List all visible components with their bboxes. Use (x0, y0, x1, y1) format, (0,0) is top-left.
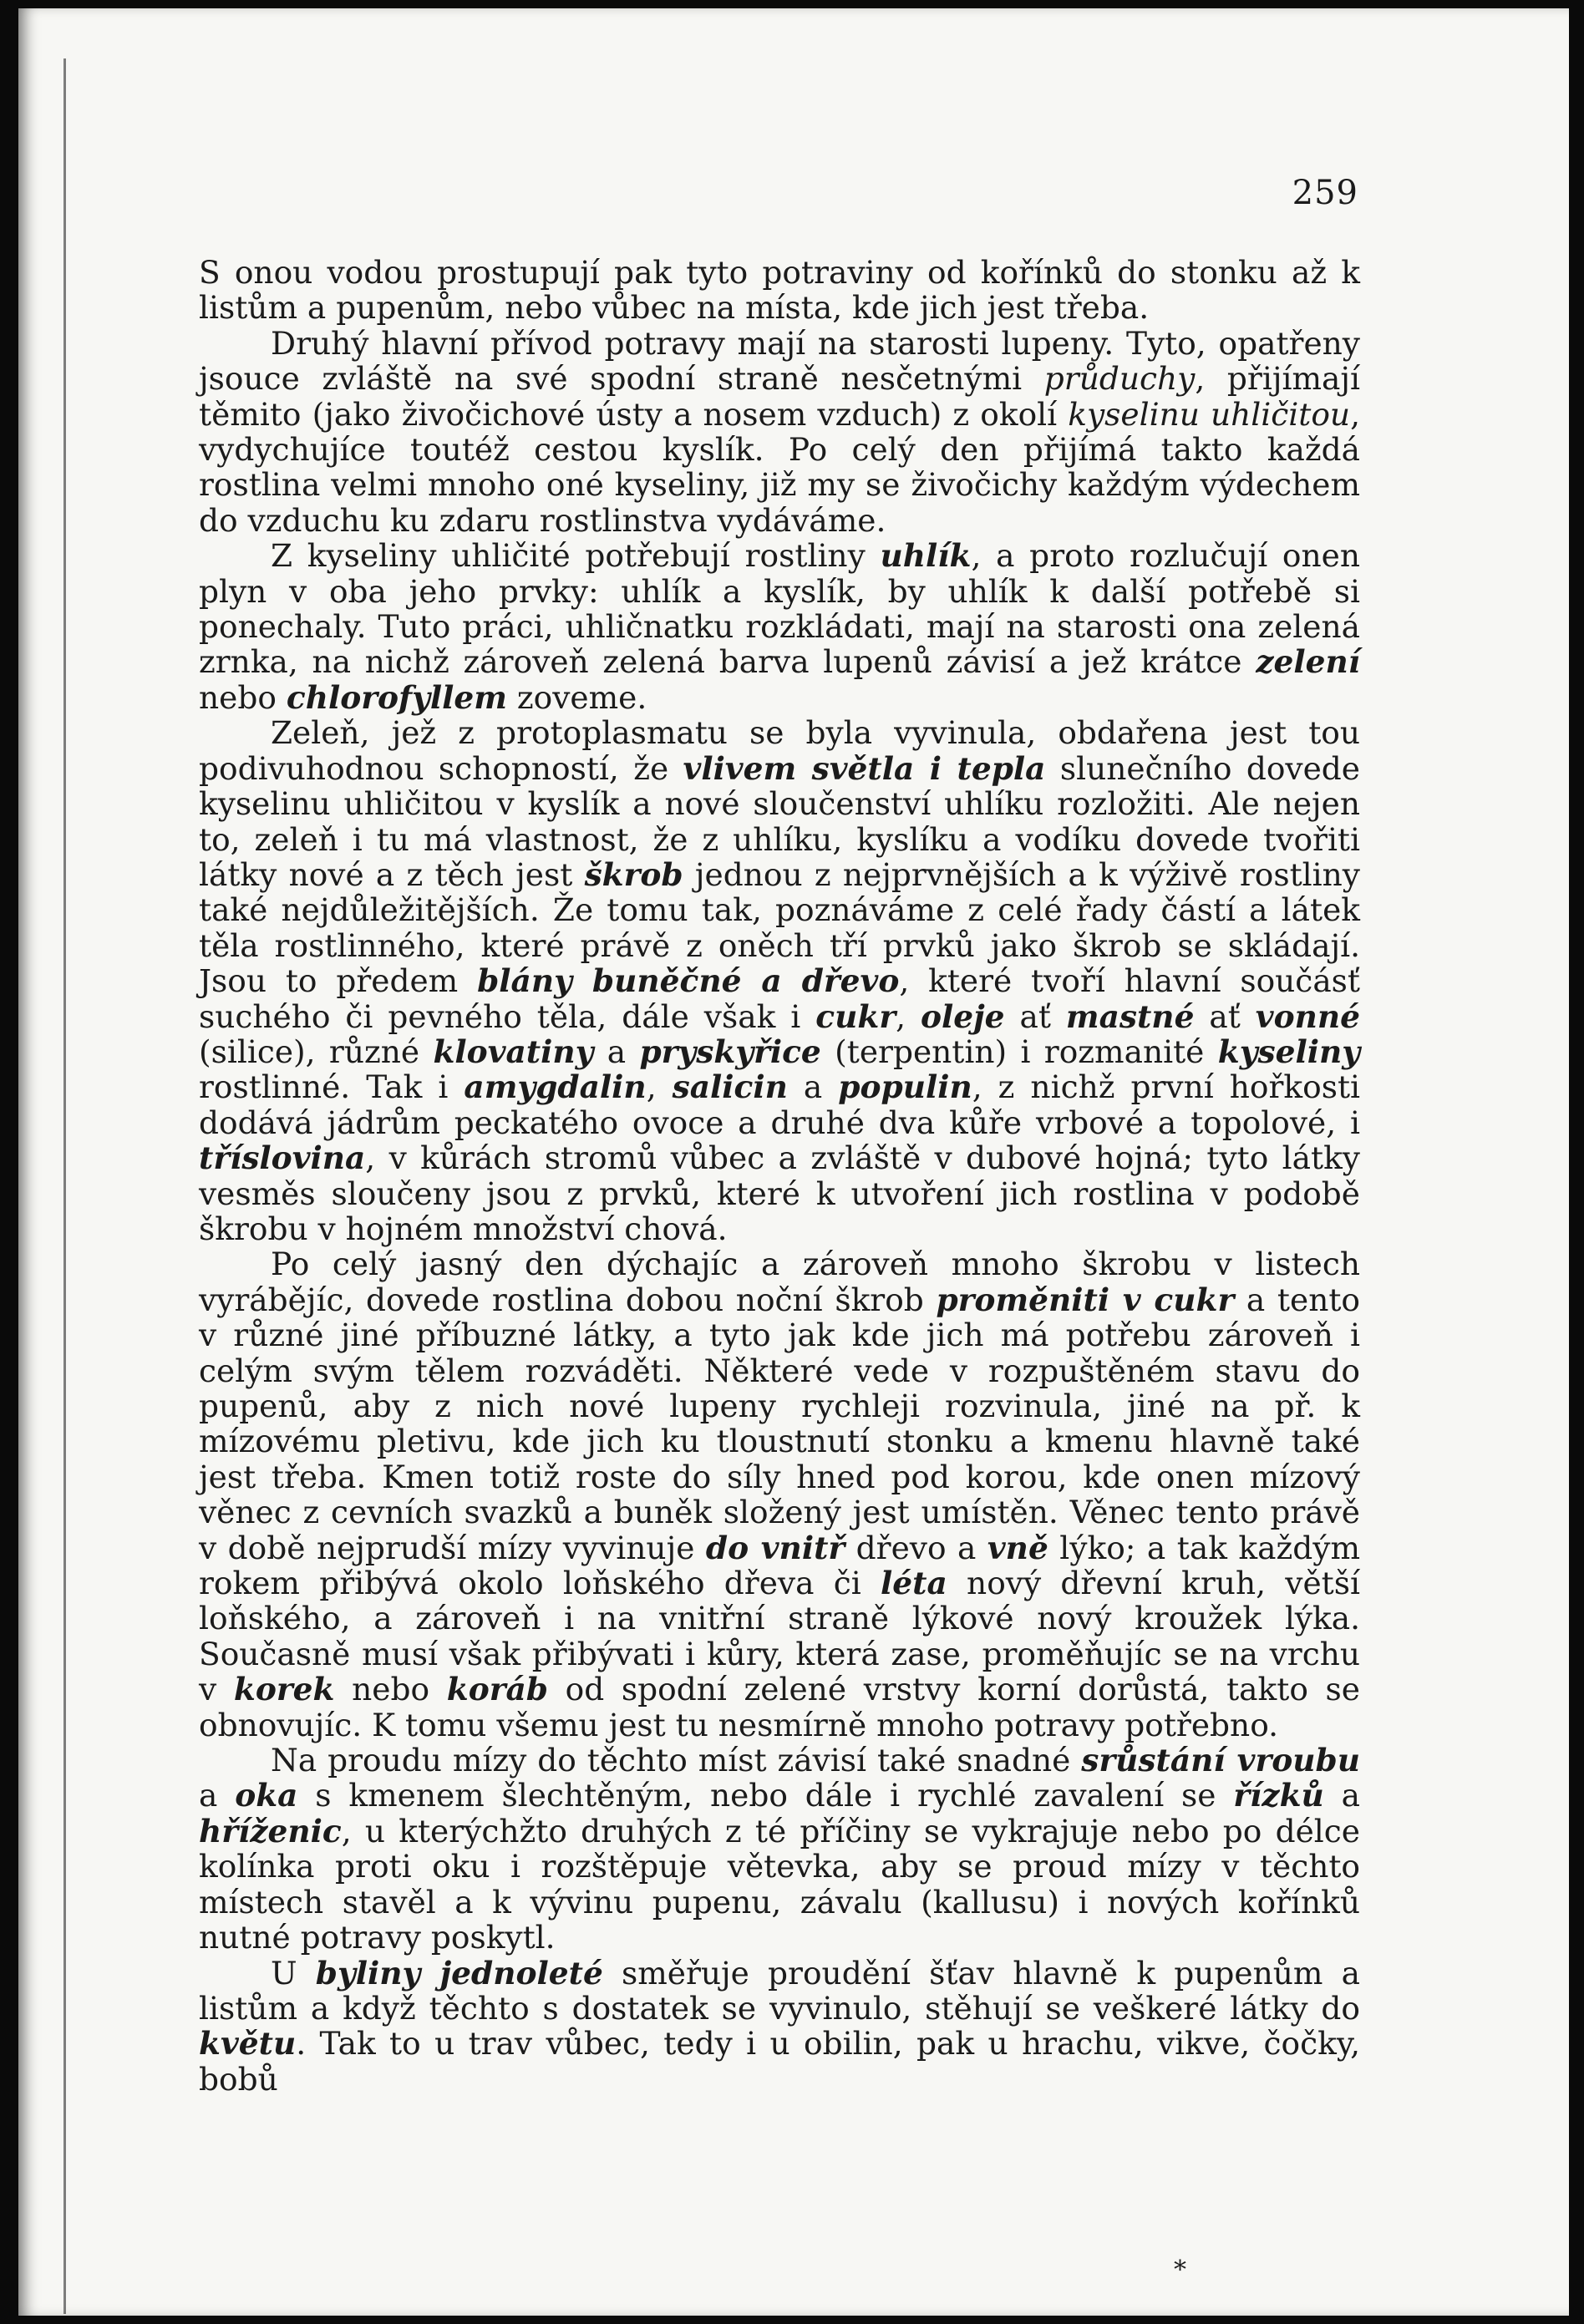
paragraph: S onou vodou prostupují pak tyto potraviny od kořínků do stonku až k listům a pupenům, nebo vůbec na místa, kde jich jest třeba. (199, 254, 1360, 327)
paragraph: Z kyseliny uhličité potřebují rostliny uhlík, a proto rozlučují onen plyn v oba jeho prvky: uhlík a kyslík, by uhlík k další potřebě si ponechaly. Tuto práci, uhličnatku rozkládati, mají na starosti ona zelená zrnka, na nichž zároveň zelená barva lupenů závisí a jež krátce zelení nebo chlorofyllem zoveme. (199, 537, 1360, 716)
paragraph: Na proudu mízy do těchto míst závisí také snadné srůstání vroubu a oka s kmenem šlechtěným, nebo dále i rychlé zavalení se řízků a hříženic, u kterýchžto druhých z té příčiny se vykrajuje nebo po délce kolínka proti oku i rozštěpuje větevka, aby se proud mízy v těchto místech stavěl a k vývinu pupenu, závalu (kallusu) i nových kořínků nutné potravy poskytl. (199, 1742, 1361, 1956)
page-gutter-shadow (63, 58, 66, 2314)
paragraph: Druhý hlavní přívod potravy mají na starosti lupeny. Tyto, opatřeny jsouce zvláště na své spodní straně nesčetnými průduchy, přijímají těmito (jako živočichové ústy a nosem vzduch) z okolí kyselinu uhličitou, vydychujíce toutéž cestou kyslík. Po celý den přijímá takto každá rostlina velmi mnoho oné kyseliny, již my se živočichy každým výdechem do vzduchu ku zdaru rostlinstva vydáváme. (199, 324, 1361, 539)
footer-asterisk: * (1174, 2255, 1186, 2285)
paragraph: Po celý jasný den dýchajíc a zároveň mnoho škrobu v listech vyrábějíc, dovede rostlina dobou noční škrob proměniti v cukr a tento v různé jiné příbuzné látky, a tyto jak kde jich má potřebu zároveň i celým svým tělem rozváděti. Některé vede v rozpuštěném stavu do pupenů, aby z nich nové lupeny rychleji rozvinula, jiné na př. k mízovému pletivu, kde jich ku tloustnutí stonku a kmenu hlavně také jest třeba. Kmen totiž roste do síly hned pod korou, kde onen mízový věnec z cevních svazků a buněk složený jest umístěn. Věnec tento právě v době nejprudší mízy vyvinuje do vnitř dřevo a vně lýko; a tak každým rokem přibývá okolo loňského dřeva či léta nový dřevní kruh, větší loňského, a zároveň i na vnitřní straně lýkové nový kroužek lýka. Současně musí však přibývati i kůry, která zase, proměňujíc se na vrchu v korek nebo koráb od spodní zelené vrstvy korní dorůstá, takto se obnovujíc. K tomu všemu jest tu nesmírně mnoho potravy potřebno. (199, 1246, 1360, 1743)
page-number: 259 (1292, 174, 1358, 212)
paragraph: Zeleň, jež z protoplasmatu se byla vyvinula, obdařena jest tou podivuhodnou schopností, že vlivem světla i tepla slunečního dovede kyselinu uhličitou v kyslík a nové sloučenství uhlíku rozložiti. Ale nejen to, zeleň i tu má vlastnost, že z uhlíku, kyslíku a vodíku dovede tvořiti látky nové a z těch jest škrob jednou z nejprvnějších a k výživě rostliny také nejdůležitějších. Že tomu tak, poznáváme z celé řady částí a látek těla rostlinného, které právě z oněch tří prvků jako škrob se skládají. Jsou to předem blány buněčné a dřevo, které tvoří hlavní součásť suchého či pevného těla, dále však i cukr, oleje ať mastné ať vonné (silice), různé klovatiny a pryskyřice (terpentin) i rozmanité kyseliny rostlinné. Tak i amygdalin, salicin a populin, z nichž první hořkosti dodává jádrům peckatého ovoce a druhé dva kůře vrbové a topolové, i tříslovina, v kůrách stromů vůbec a zvláště v dubové hojná; tyto látky vesměs sloučeny jsou z prvků, které k utvoření jich rostlina v podobě škrobu v hojném množství chová. (199, 714, 1361, 1247)
page-text (199, 255, 1360, 2097)
paragraph: U byliny jednoleté směřuje proudění šťav hlavně k pupenům a listům a když těchto s dostatek se vyvinulo, stěhují se veškeré látky do květu. Tak to u trav vůbec, tedy i u obilin, pak u hrachu, vikve, čočky, bobů (199, 1954, 1360, 2098)
